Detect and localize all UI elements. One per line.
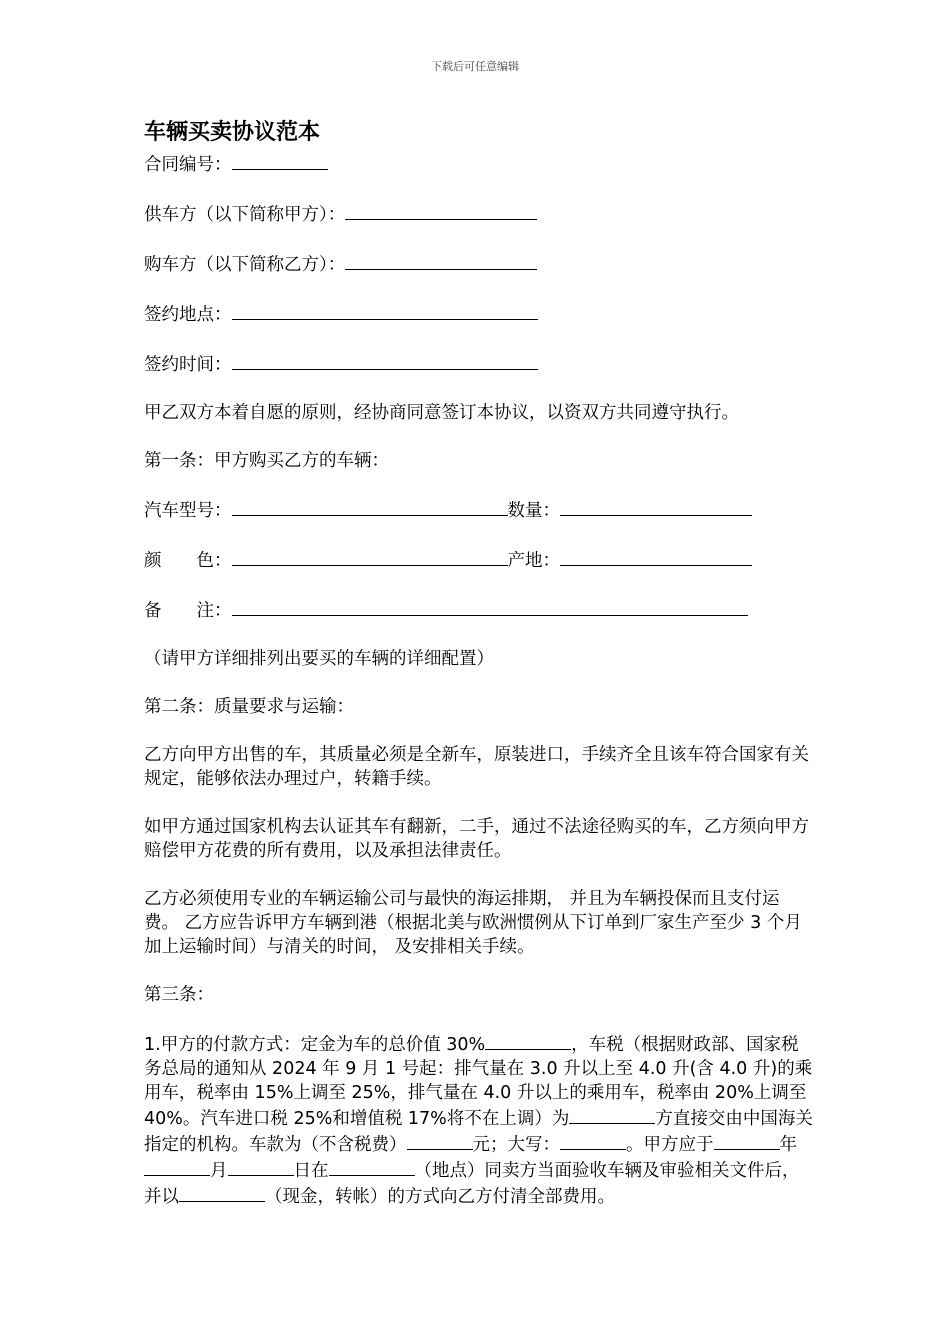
contract-number-line <box>144 151 814 177</box>
price-uppercase-blank[interactable] <box>560 1131 626 1150</box>
place-blank[interactable] <box>329 1157 415 1176</box>
document-body <box>144 118 814 1209</box>
origin-label: 产地： <box>507 551 560 571</box>
supplier-label: 供车方（以下简称甲方）： <box>144 205 346 225</box>
page-header-note: 下载后可任意编辑 <box>431 60 519 73</box>
payment-method-blank[interactable] <box>179 1183 265 1202</box>
sign-place-line <box>144 301 814 327</box>
article-1-title: 第一条：甲方购买乙方的车辆： <box>144 451 389 471</box>
sign-time-blank[interactable] <box>232 351 538 370</box>
buyer-line <box>144 251 814 277</box>
payment-text-c: 方直接交由中国海关指定的机构。车款为（不含税费） <box>144 1109 813 1155</box>
deposit-blank[interactable] <box>485 1031 571 1050</box>
payment-text-e: 。甲方应于 <box>626 1135 714 1155</box>
payment-day-label: 日在 <box>293 1161 329 1181</box>
origin-blank[interactable] <box>560 547 752 566</box>
quantity-blank[interactable] <box>560 497 752 516</box>
payment-text-a: 1.甲方的付款方式：定金为车的总价值 30% <box>144 1035 486 1055</box>
remark-label: 备 注： <box>144 601 232 621</box>
day-blank[interactable] <box>228 1157 294 1176</box>
buyer-label: 购车方（以下简称乙方）： <box>144 255 346 275</box>
article-2-paragraph-2: 如甲方通过国家机构去认证其车有翻新，二手，通过不法途径购买的车，乙方须向甲方赔偿甲方花费的所有费用，以及承担法律责任。 <box>144 817 809 861</box>
payment-text-b: ，车税（根据财政部、国家税务总局的通知从 2024 年 9 月 1 号起：排气量在 3.0 升以上至 4.0 升(含 4.0 升)的乘用车，税率由 15%上调至 25%，排气量在 4.0 升以上的乘用车，税率由 20%上调至 40%。汽车进口税 25%和增值税 17%将不在上调）为 <box>144 1035 813 1129</box>
article-2-title: 第二条：质量要求与运输： <box>144 697 354 717</box>
payment-text-g: （现金，转帐）的方式向乙方付清全部费用。 <box>265 1187 615 1207</box>
payment-year-label: 年 <box>779 1135 797 1155</box>
model-blank[interactable] <box>232 497 508 516</box>
sign-place-label: 签约地点： <box>144 305 232 325</box>
article-2-paragraph-3: 乙方必须使用专业的车辆运输公司与最快的海运排期， 并且为车辆投保而且支付运费。 乙方应告诉甲方车辆到港（根据北美与欧洲惯例从下订单到厂家生产至少 3 个月加上运输时间）与清关的时间， 及安排相关手续。 <box>144 889 802 957</box>
payment-month-label: 月 <box>210 1161 228 1181</box>
sign-time-line <box>144 351 814 377</box>
year-blank[interactable] <box>714 1131 780 1150</box>
contract-number-blank[interactable] <box>232 151 328 170</box>
intro-paragraph: 甲乙双方本着自愿的原则，经协商同意签订本协议，以资双方共同遵守执行。 <box>144 403 739 423</box>
remark-line <box>144 597 814 623</box>
document-title: 车辆买卖协议范本 <box>144 120 321 145</box>
config-note: （请甲方详细排列出要买的车辆的详细配置） <box>144 649 494 669</box>
article-2-paragraph-1: 乙方向甲方出售的车，其质量必须是全新车，原装进口，手续齐全且该车符合国家有关规定，能够依法办理过户，转籍手续。 <box>144 745 809 789</box>
supplier-line <box>144 201 814 227</box>
color-origin-line <box>144 547 814 573</box>
color-label: 颜 色： <box>144 551 232 571</box>
model-quantity-line <box>144 497 814 523</box>
remark-blank[interactable] <box>232 597 748 616</box>
quantity-label: 数量： <box>507 501 560 521</box>
model-label: 汽车型号： <box>144 501 232 521</box>
sign-time-label: 签约时间： <box>144 355 232 375</box>
price-blank[interactable] <box>407 1131 473 1150</box>
month-blank[interactable] <box>144 1157 210 1176</box>
article-3-paragraph-1 <box>144 1031 814 1209</box>
buyer-blank[interactable] <box>345 251 537 270</box>
tax-party-blank[interactable] <box>569 1105 655 1124</box>
article-3-title: 第三条： <box>144 985 214 1005</box>
payment-text-d: 元；大写： <box>472 1135 560 1155</box>
color-blank[interactable] <box>232 547 508 566</box>
contract-number-label: 合同编号： <box>144 155 232 175</box>
sign-place-blank[interactable] <box>232 301 538 320</box>
supplier-blank[interactable] <box>345 201 537 220</box>
payment-text-f: （地点）同卖方当面验收车辆及审验相关文件后，并以 <box>144 1161 800 1207</box>
